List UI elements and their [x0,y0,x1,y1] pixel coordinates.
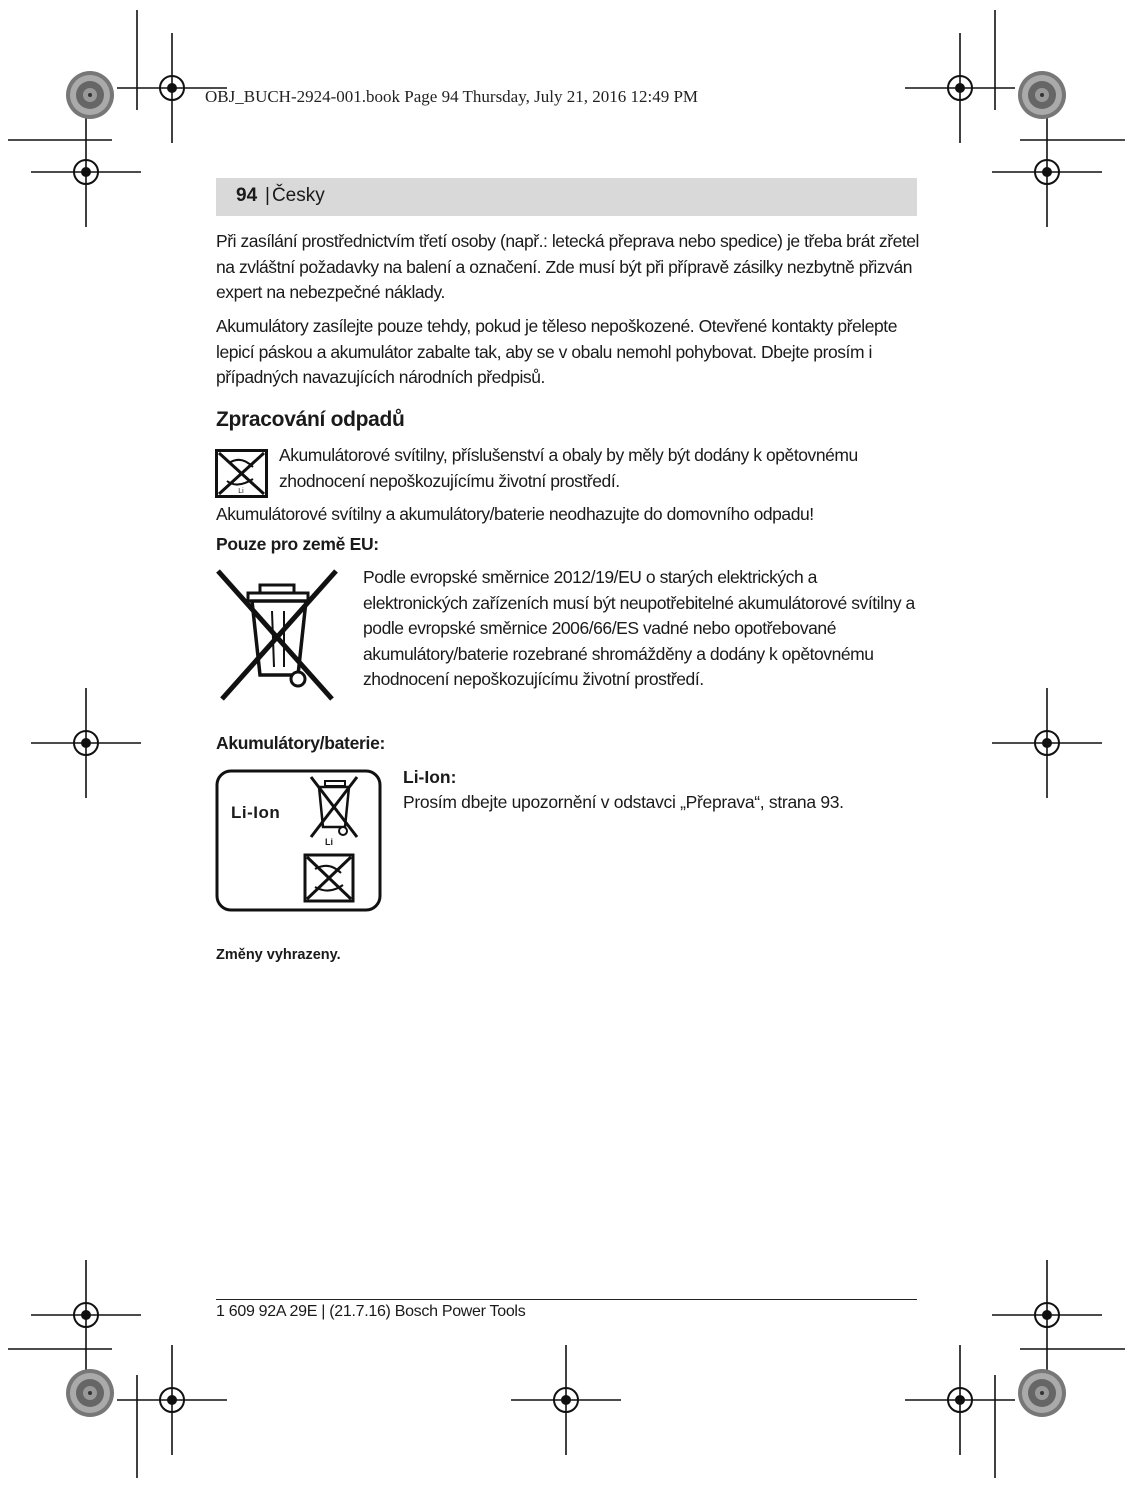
li-ion-badge-small-label: Li [325,837,333,847]
footer-text: 1 609 92A 29E | (21.7.16) Bosch Power Tools [216,1303,526,1320]
disposal-intro: Akumulátorové svítilny, příslušenství a obaly by měly být dodány k opětovnému zhodnocení nepoškozujícímu životní prostředí. [279,445,858,491]
transport-paragraph-1: Při zasílání prostřednictvím třetí osoby (např.: letecká přeprava nebo spedice) je třeba brát zřetel na zvláštní požadavky na balení a označení. Zde musí být při přípravě zásilky nezbytně přizván expert na nebezpečné náklady. [216,231,919,302]
eu-directive-text: Podle evropské směrnice 2012/19/EU o starých elektrických a elektronických zařízeních musí být neupotřebitelné akumulátorové svítilny a podle evropské směrnice 2006/66/ES vadné nebo opotřebované akumulátory/baterie rozebrané shromážděny a dodány k opětovnému zhodnocení nepoškozujícímu životní prostředí. [363,567,915,689]
crossed-wheelie-bin-icon [214,567,340,702]
disposal-warning: Akumulátorové svítilny a akumulátory/baterie neodhazujte do domovního odpadu! [216,504,814,524]
eu-heading: Pouze pro země EU: [216,534,379,554]
disposal-heading: Zpracování odpadů [216,408,405,431]
li-ion-text: Prosím dbejte upozornění v odstavci „Přeprava“, strana 93. [403,792,844,812]
batteries-heading: Akumulátory/baterie: [216,733,386,753]
li-ion-badge-frame [215,769,382,912]
footer-rule [216,1299,917,1300]
page-header [216,178,917,216]
page-language: | Česky [265,185,325,207]
transport-paragraph-2: Akumulátory zasílejte pouze tehdy, pokud je těleso nepoškozené. Otevřené kontakty přelepte lepicí páskou a akumulátor zabalte tak, aby se v obalu nemohl pohybovat. Dbejte prosím i případných navazujících národních předpisů. [216,316,897,387]
svg-text:Li: Li [238,488,244,495]
page-number: 94 [236,185,258,206]
print-slug: OBJ_BUCH-2924-001.book Page 94 Thursday, July 21, 2016 12:49 PM [205,87,699,106]
li-ion-badge-label: Li-Ion [231,803,281,822]
changes-reserved-note: Změny vyhrazeny. [216,947,341,963]
recycle-crossed-icon [215,449,268,498]
li-ion-badge [215,769,382,912]
li-ion-title: Li-Ion: [403,767,457,787]
